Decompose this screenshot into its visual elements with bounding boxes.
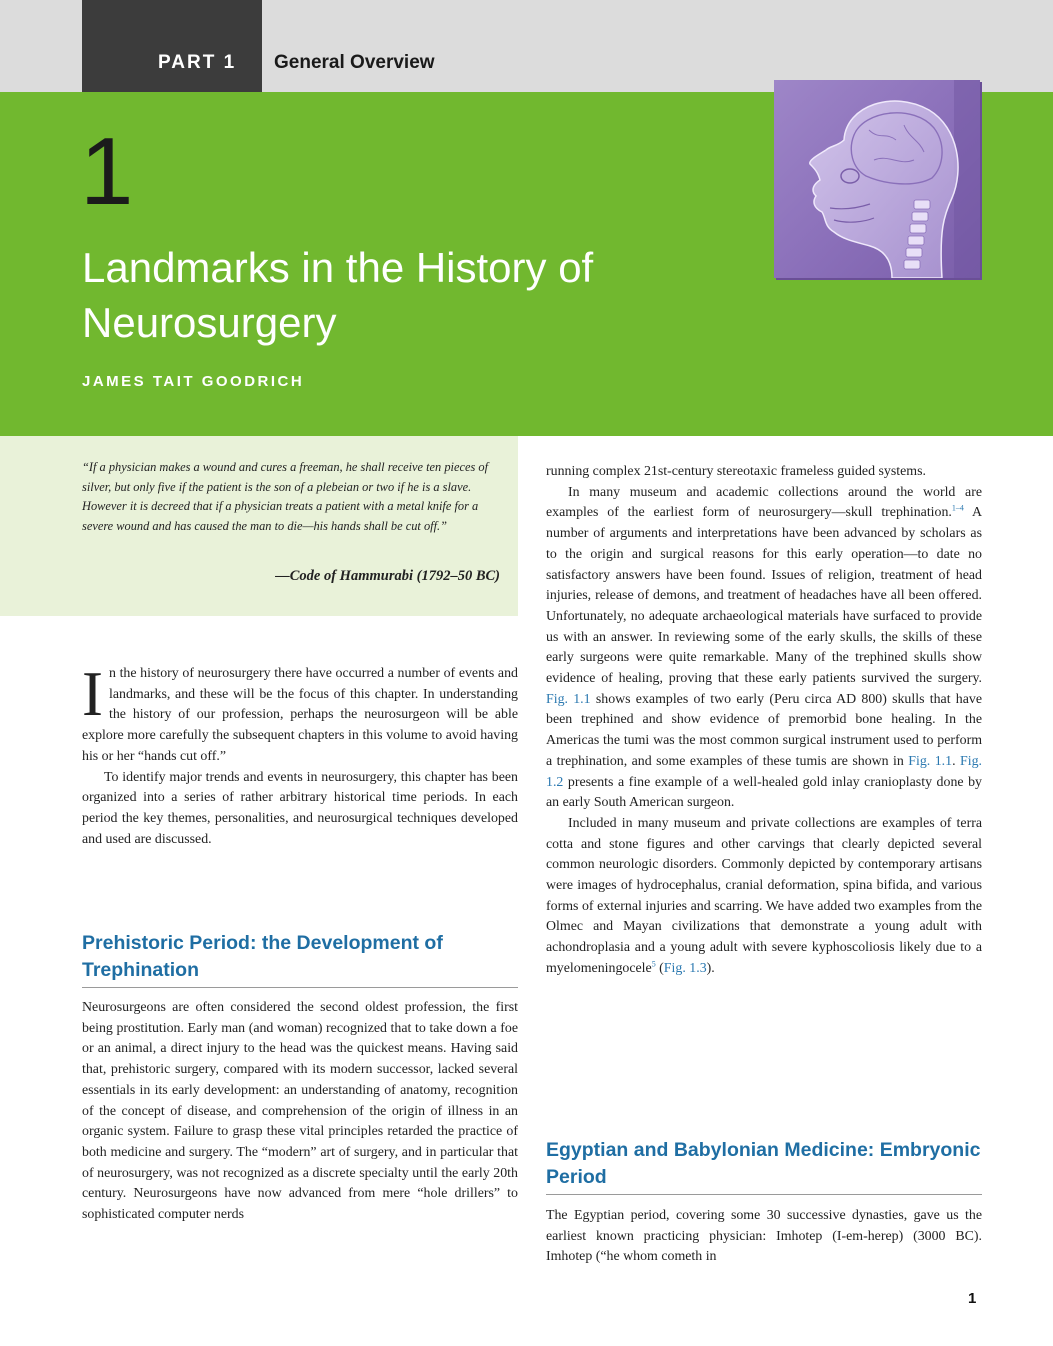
figure-link-1-2[interactable]: Fig. 1.2 [546,753,982,790]
right-column-text [546,462,982,980]
chapter-title: Landmarks in the History of Neurosurgery [82,244,594,346]
page-number: 1 [968,1290,977,1307]
chapter-number: 1 [80,118,134,225]
figure-link-1-1[interactable]: Fig. 1.1 [546,691,591,707]
right-paragraph-0: running complex 21st-century stereotaxic frameless guided systems. [546,464,926,479]
text-run: ). [706,960,715,976]
figure-link-1-3[interactable]: Fig. 1.3 [663,960,707,976]
text-run: presents a fine example of a well-healed gold inlay cranioplasty done by an early South American surgeon. [546,774,982,811]
part-box [82,0,262,92]
section-rule [82,987,518,988]
text-run: In many museum and academic collections around the world are examples of the earliest form of neurosurgery—skull trephination. [546,484,982,521]
section-egyptian-text [546,1206,982,1268]
drop-cap: I [82,659,103,729]
section-rule [546,1194,982,1195]
text-run: Included in many museum and private collections are examples of terra cotta and stone figures and other carvings that clearly depicted several common neurologic disorders. Commonly depicted by contemporary artisans were images of hydrocephalus, cranial deformation, spina bifida, and various forms of external injuries and scarring. We have added two examples from the Olmec and Mayan civilizations that demonstrate a young adult with achondroplasia and a young adult with severe kyphoscoliosis likely due to a myelomeningocele [546,815,982,976]
part-label: PART 1 [158,52,237,73]
chapter-author: JAMES TAIT GOODRICH [82,373,305,390]
section-heading-prehistoric: Prehistoric Period: the Development of Trephination [82,932,443,981]
part-title: General Overview [274,52,435,73]
citation-link[interactable]: 1–4 [951,503,964,513]
skull-illustration-image [774,80,980,278]
section-prehistoric-text [82,998,518,1226]
section-heading-egyptian: Egyptian and Babylonian Medicine: Embryonic Period [546,1139,981,1188]
intro-paragraph-2: To identify major trends and events in neurosurgery, this chapter has been organized into a series of rather arbitrary historical time periods. In each period the key themes, personalities, and neurosurgical techniques developed and used are discussed. [82,769,518,847]
epigraph-quote: “If a physician makes a wound and cures a freeman, he shall receive ten pieces of silver, but only five if the patient is the son of a plebeian or two if he is a slave. However it is decreed that if a physician treats a patient with a metal knife for a severe wound and has caused the man to die—his hands shall be cut off.” [82,460,489,533]
text-run: . [952,753,960,769]
prehistoric-paragraph-1: Neurosurgeons are often considered the second oldest profession, the first being prostitution. Early man (and woman) recognized that to take down a foe or an animal, a direct injury to the head was the quickest means. Having said that, prehistoric surgery, compared with its modern successor, lacked several essentials in its early development: an understanding of anatomy, recognition of the concept of disease, and comprehension of the origin of illness in an organic system. Failure to grasp these vital principles retarded the practice of both medicine and surgery. The “modern” art of surgery, and in particular that of neurosurgery, was not recognized as a discrete specialty until the early 20th century. Neurosurgeons have now advanced from mere “hole drillers” to sophisticated computer nerds [82,1000,518,1223]
epigraph-source: —Code of Hammurabi (1792–50 BC) [275,568,500,584]
egyptian-paragraph-1: The Egyptian period, covering some 30 successive dynasties, gave us the earliest known practicing physician: Imhotep (I-em-herep) (3000 BC). Imhotep (“he whom cometh in [546,1208,982,1265]
intro-paragraph-1-text: n the history of neurosurgery there have occurred a number of events and landmarks, and these will be the focus of this chapter. In understanding the history of our profession, perhaps the neurosurgeon will be able explore more carefully the subsequent chapters in this volume to avoid having his or her “hands cut off.” [82,666,518,764]
intro-paragraph-1 [82,659,518,768]
skull-head-icon [774,80,980,278]
right-paragraph-1 [546,483,982,814]
right-paragraph-2 [546,814,982,980]
figure-link-1-1[interactable]: Fig. 1.1 [908,753,953,769]
text-run: shows examples of two early (Peru circa AD 800) skulls that have been trephined and show evidence of premorbid bone healing. In the Americas the tumi was the most common surgical instrument used to perform a trephination, and some examples of these tumis are shown in [546,691,983,769]
text-run: A number of arguments and interpretations have been advanced by scholars as to the origin and surgical reasons for this early operation—to date no satisfactory answers have been found. Issues of religion, treatment of head injuries, release of demons, and treatment of headaches have all been offered. Unfortunately, no adequate archaeological materials have surfaced to provide us with an answer. In reviewing some of the early skulls, the skills of these early surgeons were quite remarkable. Many of the trephined skulls show evidence of healing, proving that these early patients survived the surgery. [546,505,983,687]
intro-text [82,659,518,850]
citation-link[interactable]: 5 [651,959,656,969]
text-run: ( [655,960,664,976]
